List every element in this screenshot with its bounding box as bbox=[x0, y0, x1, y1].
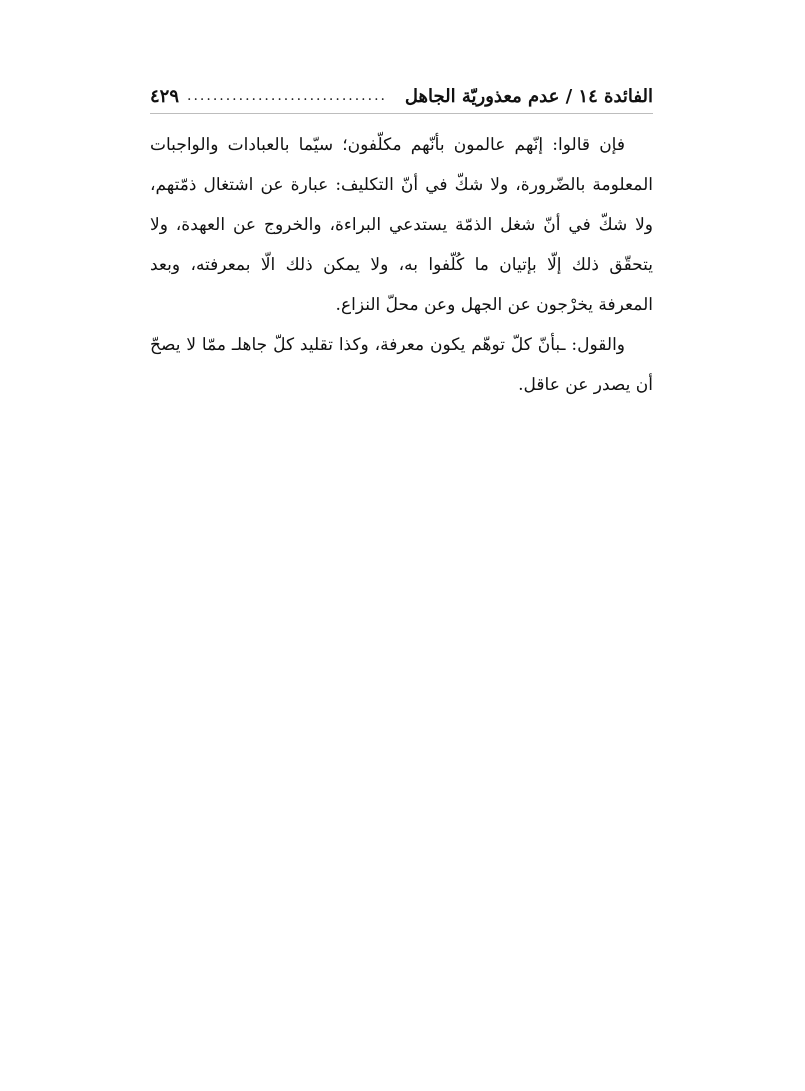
chapter-title: الفائدة ١٤ / عدم معذوريّة الجاهل bbox=[404, 85, 653, 107]
page-number: ٤٢٩ bbox=[150, 85, 180, 107]
leader-dots: ............................... bbox=[187, 88, 387, 104]
paragraph-2: والقول: ـبأنّ كلّ توهّم يكون معرفة، وكذا تقليد كلّ جاهلـ ممّا لا يصحّ أن يصدر عن عاقل. bbox=[150, 335, 653, 395]
body-text bbox=[150, 125, 653, 405]
paragraph-1: فإن قالوا: إنّهم عالمون بأنّهم مكلّفون؛ سيّما بالعبادات والواجبات المعلومة بالضّرورة، ولا شكّ في أنّ التكليف: عبارة عن اشتغال ذمّتهم، ولا شكّ في أنّ شغل الذمّة يستدعي البراءة، والخروج عن العهدة، ولا يتحقّق ذلك إلّا بإتيان ما كُلّفوا به، ولا يمكن ذلك الّا بمعرفته، وبعد المعرفة يخرْجون عن الجهل وعن محلّ النزاع. bbox=[150, 135, 653, 315]
running-header bbox=[150, 81, 653, 111]
header-rule bbox=[150, 113, 653, 114]
